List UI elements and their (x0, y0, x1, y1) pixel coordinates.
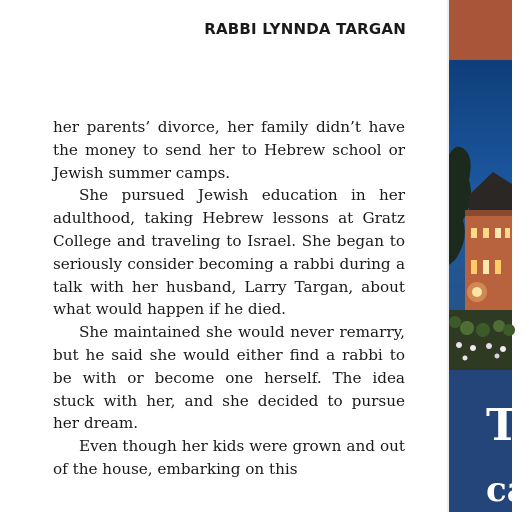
article-paragraph: She pursued Jewish education in her adulthood, taking Hebrew lessons at Gratz College and traveling to Israel. She began to seriously consider becoming a rabbi during a talk with her husband, Larry Targan, about what would happen if he died. (53, 186, 405, 319)
article-body (53, 116, 405, 481)
article-paragraph: her parents’ divorce, her family didn’t have the money to send her to Hebrew school or Jewish summer camps. (53, 118, 405, 182)
running-head: RABBI LYNNDA TARGAN (204, 20, 406, 38)
article-paragraph: Even though her kids were grown and out of the house, embarking on this (53, 437, 405, 478)
ad-headline-fragment: T (486, 400, 519, 451)
ad-headline-fragment: ca (486, 470, 529, 510)
article-paragraph: She maintained she would never remarry, but he said she would either find a rabbi to be with or become one herself. The idea stuck with her, and she decided to pursue her dream. (53, 323, 405, 433)
ad-building-photo (449, 60, 512, 370)
ad-top-band (449, 0, 512, 60)
